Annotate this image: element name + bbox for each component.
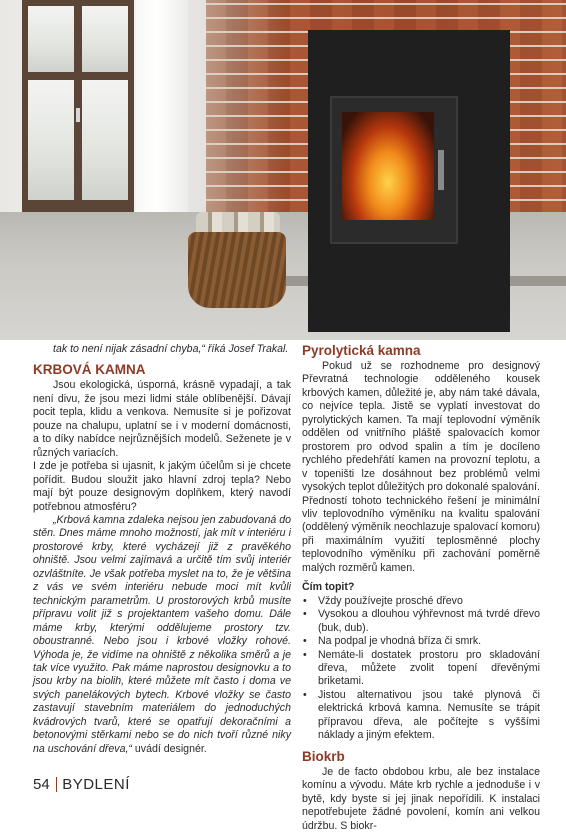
- fire: [342, 112, 434, 220]
- glass-door: [22, 0, 134, 212]
- paragraph: I zde je potřeba si ujasnit, k jakým účelům si je chcete pořídit. Budou sloužit jako hlavní zdroj tepla? Nebo mají být pouze designovým doplňkem, který navodí potřebnou atmosféru?: [33, 460, 291, 513]
- right-column: [302, 343, 540, 833]
- heading-pyrolyticka-kamna: Pyrolytická kamna: [302, 343, 421, 358]
- list-item: • Vždy používejte prosché dřevo: [302, 595, 540, 608]
- section-name: BYDLENÍ: [62, 775, 130, 793]
- paragraph: Je de facto obdobou krbu, ale bez instalace komínu a vývodu. Máte krb rychle a jednoduše i v bytě, kdy byste si jej jinak nepořídili. K instalaci nepotřebujete žádné povolení, komín ani velkou údržbu. S biokr-: [302, 765, 540, 832]
- paragraph: Předností tohoto technického řešení je minimální vliv teplovodního výměníku na kvalitu spalování (oddělený výměník neochlazuje spalovací komoru) při maximálním využití teplosměnné plochy teplovodního výměníku při zachování poměrně malých rozměrů kamen.: [302, 494, 540, 574]
- left-column: [33, 343, 291, 756]
- sub-heading-cim-topit: Čím topit?: [302, 581, 355, 594]
- wood-basket: [188, 232, 286, 308]
- quote-text: „Krbová kamna zdaleka nejsou jen zabudovaná do stěn. Dnes máme mnoho možností, jak mít v interiéru i prostorové krby, které vycházejí již z pravěkého ohniště. Jsou velmi zajímavá a určitě tím svůj interiér ozvláštníte. Je však potřeba myslet na to, že je většina z vás ve svém interiéru nebude moci mít kvůli technickým parametrům. U prostorových krbů musíte přípravu volit již s projektantem vašeho domu. Dále máme krby, kterými oddělujeme prostory tzv. oboustranné. Nebo jsou i krbové vložky rohové. Výhoda je, že vidíme na ohniště z několika směrů a je tak více využito. Pak máme naprostou designovku a to jsou krby na biolih, které můžete mít často i doma ve svých panelákových bytech. Krbové vložky se často zastavují stavebním materiálem do jednoduchých kvádrových tvarů, které se opatřují dekoračními a betonovými stěrkami nebo se do nich tvoří různé niky na uschování dřeva,“: [33, 513, 291, 755]
- page-number: 54: [33, 775, 50, 793]
- heading-krbova-kamna: KRBOVÁ KAMNA: [33, 362, 146, 378]
- paragraph: Jsou ekologická, úsporná, krásně vypadají, a tak není divu, že jsou mezi lidmi stále oblíbenější. Dávají pocit tepla, klidu a venkova. Nemusíte si je pořizovat pouze na chalupu, uplatní se i v moderní domácnosti, a to díky nabídce nejrůznějších modelů. Seženete je v různých variacích.: [33, 379, 291, 459]
- designer-quote: [33, 514, 291, 756]
- intro-quote-tail: tak to není nijak zásadní chyba,“ říká Josef Trakal.: [53, 343, 289, 355]
- list-item: • Nemáte-li dostatek prostoru pro skladování dřeva, můžete zvolit topení dřevěnými briketami.: [302, 649, 540, 689]
- list-item: • Vysokou a dlouhou výhřevnost má tvrdé dřevo (buk, dub).: [302, 608, 540, 635]
- tips-list: [302, 595, 540, 743]
- curtain: [136, 0, 188, 212]
- list-item: • Na podpal je vhodná bříza či smrk.: [302, 635, 540, 648]
- fireplace-photo: [0, 0, 566, 340]
- paragraph: Pokud už se rozhodneme pro designový Převratná technologie odděleného kousek krbových kamen, důležité je, aby nám také dávala, co nejvíce tepla. Jistě se vyplatí investovat do pyrolytických kamen. Ta mají teplovodní výměník oddělen od vnitřního pláště spalovacích komor prostorem pro odvod spalin a tím je docíleno rychlého předehřátí kamen na provozní teplotu, a v topeništi lze dosáhnout bez problémů velmi vysokých teplot důležitých pro dokonalé spalování.: [302, 360, 540, 494]
- footer-divider: [56, 777, 58, 792]
- list-item: • Jistou alternativou jsou také plynová či elektrická krbová kamna. Nemusíte se trápit přípravou dřeva, ale počítejte s vyššími náklady a jiným efektem.: [302, 689, 540, 743]
- page-footer: [33, 774, 130, 794]
- quote-attribution: uvádí designér.: [131, 742, 207, 755]
- heading-biokrb: Biokrb: [302, 748, 345, 764]
